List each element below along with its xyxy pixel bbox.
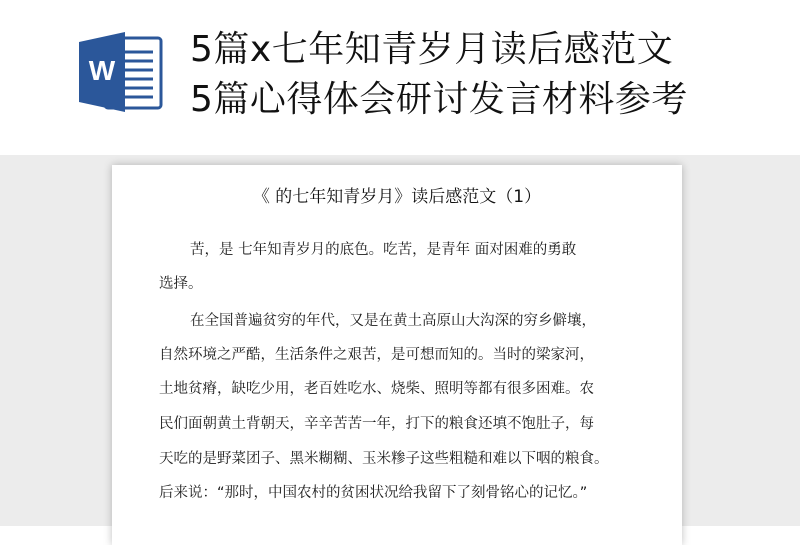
word-icon-letter: W [88,55,116,86]
paragraph-line: 天吃的是野菜团子、黑米糊糊、玉米糁子这些粗糙和难以下咽的粮食。 [159,451,609,467]
paragraph-line: 自然环境之严酷，生活条件之艰苦，是可想而知的。当时的梁家河， [159,347,594,363]
header [0,0,800,155]
paragraph-line: 在全国普遍贫穷的年代，又是在黄土高原山大沟深的穷乡僻壤， [190,313,596,329]
document-heading: 《 的七年知青岁月》读后感范文（1） [252,187,542,207]
paragraph-line: 苦，是 七年知青岁月的底色。吃苦，是青年 面对困难的勇敢 [190,242,577,258]
page-title-line-2: 5篇心得体会研讨发言材料参考 [190,79,688,120]
paragraph-line: 土地贫瘠，缺吃少用，老百姓吃水、烧柴、照明等都有很多困难。农 [159,381,594,397]
paragraph-line: 后来说：“那时，中国农村的贫困状况给我留下了刻骨铭心的记忆。” [159,485,588,501]
page-title-line-1: 5篇x七年知青岁月读后感范文 [190,29,674,70]
word-icon [75,28,165,116]
paragraph-line: 选择。 [159,276,203,292]
document-page [112,165,682,545]
paragraph-line: 民们面朝黄土背朝天，辛辛苦苦一年，打下的粮食还填不饱肚子，每 [159,416,594,432]
